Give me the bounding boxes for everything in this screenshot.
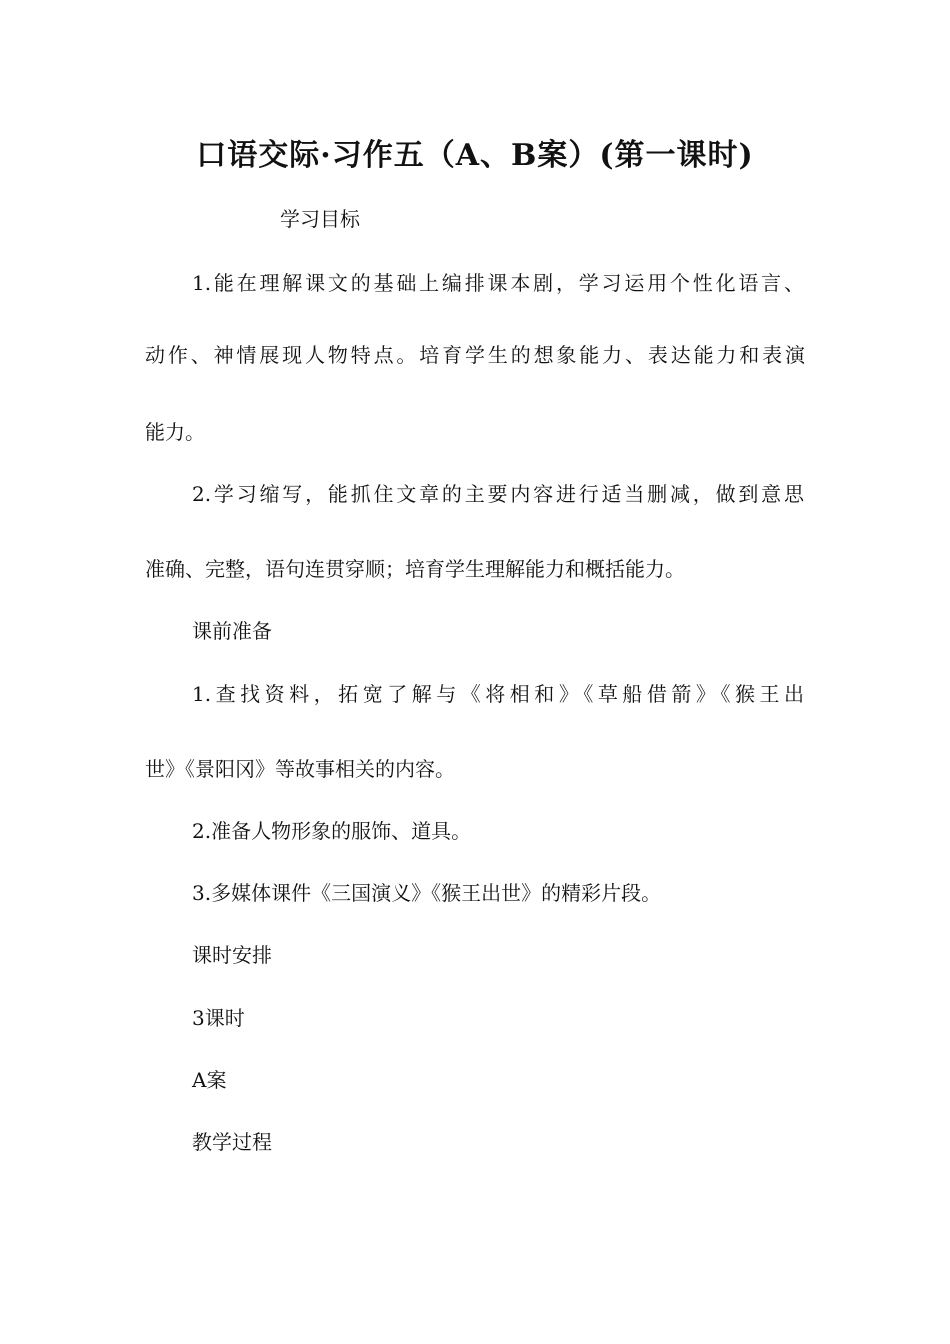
schedule-heading: 课时安排	[192, 943, 272, 967]
plan-label: A案	[192, 1068, 227, 1092]
objective-1-line-2: 动作、神情展现人物特点。培育学生的想象能力、表达能力和表演	[145, 343, 805, 367]
objective-2-line-1: 2.学习缩写，能抓住文章的主要内容进行适当删减，做到意思	[192, 482, 804, 506]
prep-item-3: 3.多媒体课件《三国演义》《猴王出世》的精彩片段。	[192, 881, 662, 905]
document-title: 口语交际·习作五（A、B案）(第一课时)	[196, 138, 754, 173]
prep-item-2: 2.准备人物形象的服饰、道具。	[192, 819, 472, 843]
objective-1-line-3: 能力。	[145, 420, 205, 444]
prep-item-1-line-2: 世》《景阳冈》等故事相关的内容。	[145, 757, 455, 781]
objectives-heading: 学习目标	[280, 207, 360, 231]
prep-item-1-line-1: 1.查找资料，拓宽了解与《将相和》《草船借箭》《猴王出	[192, 682, 804, 706]
objective-1-line-1: 1.能在理解课文的基础上编排课本剧，学习运用个性化语言、	[192, 271, 804, 295]
prep-heading: 课前准备	[192, 619, 272, 643]
schedule-value: 3课时	[192, 1006, 245, 1030]
process-heading: 教学过程	[192, 1130, 272, 1154]
objective-2-line-2: 准确、完整，语句连贯穿顺；培育学生理解能力和概括能力。	[145, 557, 685, 581]
